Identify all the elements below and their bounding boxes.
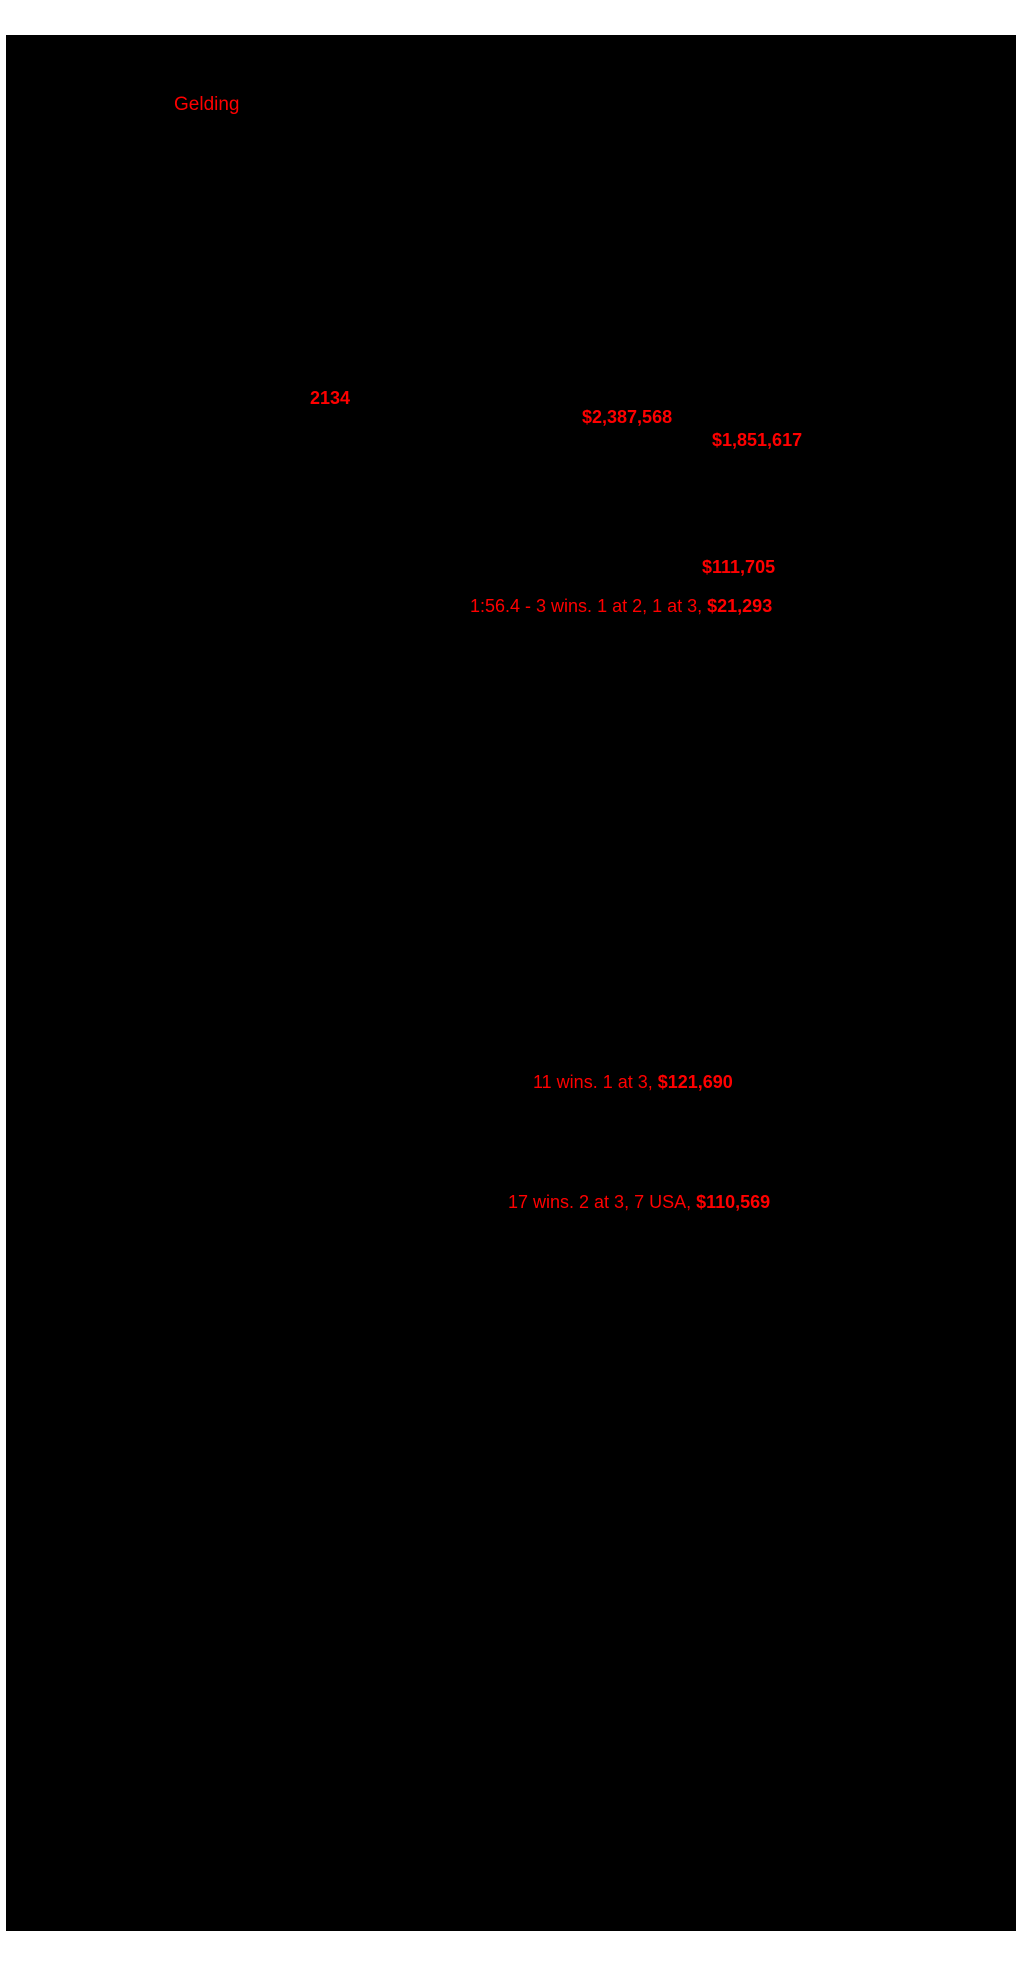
earnings-value-3: $111,705 [702,557,776,577]
pedigree-sex-label: Gelding [174,94,240,115]
race-record-3-amount: $110,569 [696,1192,771,1212]
earnings-value-2: $1,851,617 [712,430,803,450]
race-record-2 [533,1073,733,1091]
black-content-panel [6,35,1016,1931]
race-record-3-text: 17 wins. 2 at 3, 7 USA, [508,1192,697,1212]
pedigree-number-label: 2134 [310,388,351,408]
race-record-2-amount: $121,690 [657,1072,733,1092]
race-record-3 [508,1193,770,1211]
race-record-1 [470,597,772,615]
race-record-1-amount: $21,293 [707,596,773,616]
race-record-2-text: 11 wins. 1 at 3, [533,1072,658,1092]
earnings-value-1: $2,387,568 [582,407,673,427]
race-record-1-text: 1:56.4 - 3 wins. 1 at 2, 1 at 3, [470,596,708,616]
